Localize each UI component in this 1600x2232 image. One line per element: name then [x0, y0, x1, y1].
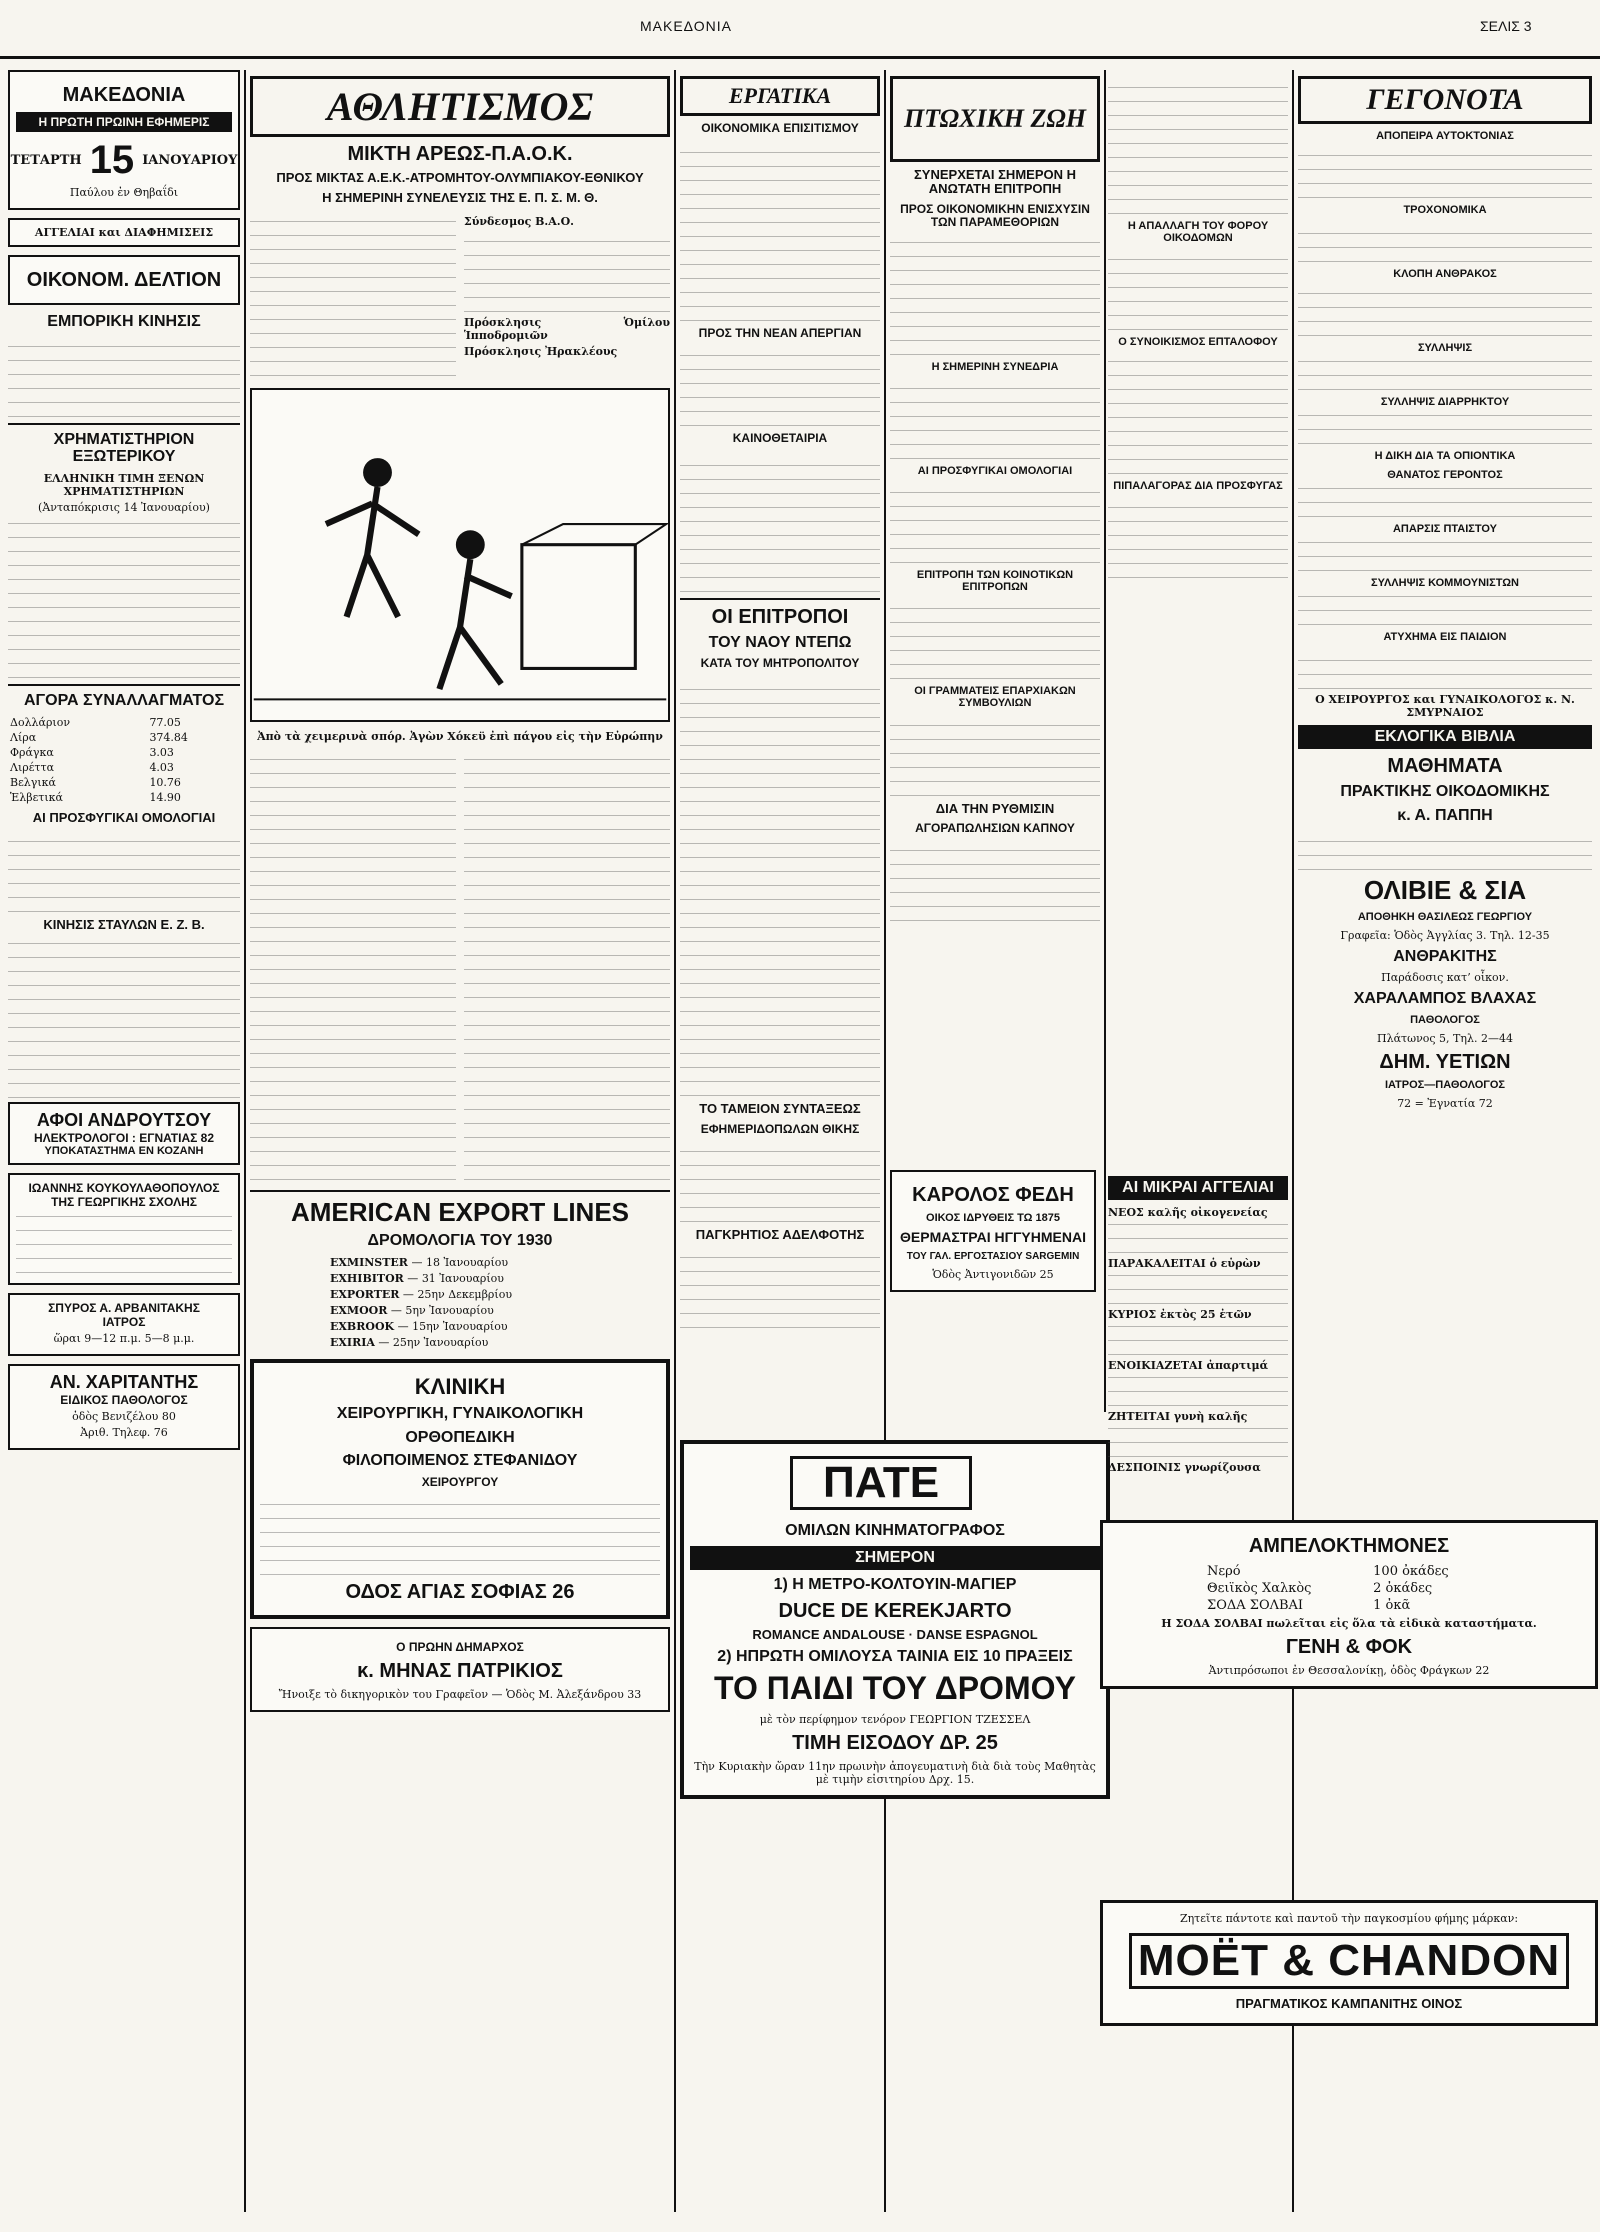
table-row [8, 730, 240, 745]
column-3 [680, 70, 880, 2212]
text-block [8, 337, 240, 417]
text-block [680, 1142, 880, 1222]
divider [680, 598, 880, 600]
clinic-doctor: ΦΙΛΟΠΟΙΜΕΝΟΣ ΣΤΕΦΑΝΙΔΟΥ [342, 1452, 578, 1470]
ship-date: 15ην Ἰανουαρίου [412, 1319, 508, 1333]
ad-androutsou [8, 1102, 240, 1165]
stock-title: ΧΡΗΜΑΤΙΣΤΗΡΙΟΝ ΕΞΩΤΕΡΙΚΟΥ [53, 430, 195, 466]
olivie-sub: ΑΠΟΘΗΚΗ ΘΑΣΙΛΕΩΣ ΓΕΩΡΓΙΟΥ [1357, 910, 1533, 923]
event-item: ΣΥΛΛΗΨΙΣ [1417, 342, 1473, 355]
column-1 [8, 70, 240, 2212]
mayor-ad [250, 1627, 670, 1712]
market-label: Βελγικά [10, 776, 56, 790]
ampelo-value: 2 ὀκάδες [1373, 1581, 1433, 1596]
column-rule [244, 70, 246, 2212]
labour-sub3: ΚΑΙΝΟΘΕΤΑΙΡΙΑ [732, 431, 828, 446]
pate-songs: ROMANCE ANDALOUSE · DANSE ESPAGNOL [752, 1626, 1038, 1642]
table-row [8, 790, 240, 805]
masthead-subtitle: Η ΠΡΩΤΗ ΠΡΩΙΝΗ ΕΦΗΜΕΡΙΣ [16, 112, 232, 132]
sub5: Η ΑΠΑΛΛΑΓΗ ΤΟΥ ΦΟΡΟΥ ΟΙΚΟΔΟΜΩΝ [1127, 220, 1269, 245]
club-item: Σύνδεσμος Β.Α.Ο. [464, 214, 574, 228]
labour-section-title: ΕΡΓΑΤΙΚΑ [680, 76, 880, 116]
match-subtitle: ΠΡΟΣ ΜΙΚΤΑΣ Α.Ε.Κ.-ΑΤΡΟΜΗΤΟΥ-ΟΛΥΜΠΙΑΚΟΥ-ΕΘΝΙΚΟΥ [276, 170, 644, 185]
ad-charitantis [8, 1364, 240, 1450]
classified-item: ΔΕΣΠΟΙΝΙΣ γνωρίζουσα [1108, 1461, 1261, 1474]
moet-intro: Ζητεῖτε πάντοτε καὶ παντοῦ τὴν παγκοσμίου φήμης μάρκαν: [1179, 1912, 1519, 1925]
ampelo-note: Η ΣΟΔΑ ΣΟΛΒΑΙ πωλεῖται εἰς ὅλα τὰ εἰδικὰ καταστήματα. [1161, 1617, 1537, 1630]
event-item: Η ΔΙΚΗ ΔΙΑ ΤΑ ΟΠΙΟΝΤΙΚΑ [1374, 450, 1516, 463]
stayroi-title: ΚΙΝΗΣΙΣ ΣΤΑΥΛΩΝ Ε. Ζ. Β. [43, 916, 205, 932]
ship-date: 25ην Δεκεμβρίου [417, 1287, 513, 1301]
table-row [8, 715, 240, 730]
olivie-address: Γραφεῖα: Ὁδὸς Ἀγγλίας 3. Τηλ. 12-35 [1340, 928, 1550, 942]
labour-sub2: ΠΡΟΣ ΤΗΝ ΝΕΑΝ ΑΠΕΡΓΙΑΝ [698, 326, 862, 341]
date-day: 15 [89, 138, 135, 182]
pate-today: ΣΗΜΕΡΟΝ [690, 1546, 1100, 1570]
ampelo-label: ΣΟΔΑ ΣΟΛΒΑΙ [1207, 1598, 1304, 1613]
text-block [1298, 286, 1592, 336]
today-meeting: Η ΣΗΜΕΡΙΝΗ ΣΥΝΕΛΕΥΣΙΣ ΤΗΣ Ε. Π. Σ. Μ. Θ. [322, 190, 598, 206]
market-label: Λίρα [10, 731, 37, 745]
text-block [8, 938, 240, 1098]
classifieds-title: ΑΙ ΜΙΚΡΑΙ ΑΓΓΕΛΙΑΙ [1108, 1176, 1288, 1200]
classified-item: ΕΝΟΙΚΙΑΖΕΤΑΙ ἀπαρτιμά [1108, 1359, 1269, 1372]
ad-name: ΙΩΑΝΝΗΣ ΚΟΥΚΟΥΛΑΘΟΠΟΥΛΟΣ [28, 1180, 220, 1195]
econ-subtitle: ΕΜΠΟΡΙΚΗ ΚΙΝΗΣΙΣ [47, 313, 201, 330]
ship-name: EXMOOR [330, 1303, 388, 1317]
yetion-name: ΔΗΜ. ΥΕΤΙΩΝ [1379, 1051, 1511, 1074]
sub7: ΠΙΠΑΛΑΓΟΡΑΣ ΔΙΑ ΠΡΟΣΦΥΓΑΣ [1113, 480, 1283, 493]
clinic-ad [250, 1359, 670, 1619]
stock-date: (Ἀνταπόκρισις 14 Ἰανουαρίου) [38, 500, 210, 514]
pate-cinema-ad [680, 1440, 1110, 1799]
ampelo-label: Νερό [1207, 1564, 1241, 1579]
ship-date: 25ην Ἰανουαρίου [392, 1335, 489, 1349]
text-block [1298, 830, 1592, 870]
sports-text-left [250, 212, 456, 380]
date-month: ΙΑΝΟΥΑΡΙΟΥ [142, 153, 238, 168]
table-row [8, 745, 240, 760]
text-block [1298, 649, 1592, 689]
classifieds [1108, 1170, 1288, 1477]
prosfyges-title: ΑΙ ΠΡΟΣΦΥΓΙΚΑΙ ΟΜΟΛΟΓΙΑΙ [32, 810, 216, 826]
mayor-pre: Ο ΠΡΩΗΝ ΔΗΜΑΡΧΟΣ [396, 1639, 524, 1654]
sub1: Η ΣΗΜΕΡΙΝΗ ΣΥΝΕΔΡΙΑ [931, 360, 1059, 373]
pate-subtitle: ΟΜΙΛΩΝ ΚΙΝΗΜΑΤΟΓΡΑΦΟΣ [785, 1522, 1005, 1540]
text-block [1108, 498, 1288, 578]
text-block [1298, 595, 1592, 625]
karolos-ad [890, 1170, 1096, 1292]
ad-phone: Ἀριθ. Τηλεφ. 76 [80, 1425, 168, 1439]
pate-film: ΤΟ ΠΑΙΔΙ ΤΟΥ ΔΡΟΜΟΥ [714, 1670, 1076, 1707]
clinic-address: ΟΔΟΣ ΑΓΙΑΣ ΣΟΦΙΑΣ 26 [345, 1580, 575, 1603]
pate-note: Τὴν Κυριακὴν ὥραν 11ην πρωινὴν ἀπογευματινὴ διὰ διὰ τοὺς Μαθητὰς μὲ τιμὴν εἰσιτηρίου Δρχ. 15. [694, 1759, 1096, 1786]
sub2: ΑΙ ΠΡΟΣΦΥΓΙΚΑΙ ΟΜΟΛΟΓΙΑΙ [917, 465, 1073, 478]
olivie-title: ΟΛΙΒΙΕ & ΣΙΑ [1363, 875, 1527, 906]
ad-arvanitakis [8, 1293, 240, 1356]
club-item: Πρόσκλησις Ὁμίλου Ἱπποδρομιῶν [464, 315, 670, 342]
text-block [890, 841, 1100, 921]
text-block [1108, 1325, 1288, 1355]
sub6: Ο ΣΥΝΟΙΚΙΣΜΟΣ ΕΠΤΑΛΟΦΟΥ [1118, 336, 1278, 349]
events-section-title: ΓΕΓΟΝΟΤΑ [1298, 76, 1592, 124]
text-block [680, 1248, 880, 1328]
ship-name: EXIRIA [330, 1335, 375, 1349]
text-block [1298, 487, 1592, 517]
table-row [8, 775, 240, 790]
column-rule [1292, 70, 1294, 2212]
classified-item: ΝΕΟΣ καλῆς οἰκογενείας [1108, 1206, 1268, 1219]
match-title: ΜΙΚΤΗ ΑΡΕΩΣ-Π.Α.Ο.Κ. [347, 143, 573, 165]
ad-koukoulathopoulos [8, 1173, 240, 1285]
export-title: AMERICAN EXPORT LINES [290, 1196, 630, 1227]
page-header [0, 0, 1600, 59]
text-block [1108, 74, 1288, 214]
text-block [464, 232, 670, 312]
ad-name: ΑΦΟΙ ΑΝΔΡΟΥΤΣΟΥ [36, 1109, 212, 1130]
ship-name: EXMINSTER [330, 1255, 408, 1269]
divider [8, 423, 240, 425]
mathimata-teacher: κ. Α. ΠΑΠΠΗ [1397, 806, 1493, 824]
text-block [8, 832, 240, 912]
yetion-address: 72 = Ἐγνατία 72 [1397, 1097, 1493, 1111]
ampelo-ad [1100, 1520, 1598, 1689]
head1: ΣΥΝΕΡΧΕΤΑΙ ΣΗΜΕΡΟΝ Η ΑΝΩΤΑΤΗ ΕΠΙΤΡΟΠΗ [914, 167, 1076, 197]
pate-title: ΠΑΤΕ [790, 1456, 972, 1510]
column-2 [250, 70, 670, 2212]
epitropoi-sub: ΤΟΥ ΝΑΟΥ ΝΤΕΠΩ [708, 633, 852, 651]
text-block [1108, 1376, 1288, 1406]
ad-name: ΑΝ. ΧΑΡΙΤΑΝΤΗΣ [49, 1371, 199, 1392]
sports-columns [250, 212, 670, 380]
panagritios-title: ΠΑΓΚΡΗΤΙΟΣ ΑΔΕΛΦΟΤΗΣ [695, 1226, 865, 1242]
ad-address: ὁδὸς Βενιζέλου 80 [72, 1409, 176, 1423]
text-block [260, 1495, 660, 1575]
page-number: ΣΕΛΙΣ 3 [1480, 18, 1532, 34]
karolos-sub: ΟΙΚΟΣ ΙΔΡΥΘΕΙΣ ΤΩ 1875 [926, 1212, 1060, 1224]
ampelo-label: Θειϊκὸς Χαλκὸς [1207, 1581, 1312, 1596]
text-block [680, 346, 880, 426]
text-block [890, 235, 1100, 355]
market-value: 14.90 [149, 791, 181, 805]
kapnou-sub: ΑΓΟΡΑΠΩΛΗΣΙΩΝ ΚΑΠΝΟΥ [915, 820, 1075, 835]
hockey-drawing-icon [252, 390, 668, 720]
sports-columns-2 [250, 746, 670, 1184]
pate-star: DUCE DE KEREKJARTO [778, 1599, 1012, 1622]
sports-section-title: ΑΘΛΗΤΙΣΜΟΣ [250, 76, 670, 137]
econ-box [8, 255, 240, 305]
ads-note: ΑΓΓΕΛΙΑΙ και ΔΙΑΦΗΜΙΣΕΙΣ [34, 226, 214, 239]
moet-agent: ΠΡΑΓΜΑΤΙΚΟΣ ΚΑΜΠΑΝΙΤΗΣ ΟΙΝΟΣ [1235, 1996, 1463, 2011]
text-block [680, 452, 880, 592]
stock-subtitle: ΕΛΛΗΝΙΚΗ ΤΙΜΗ ΞΕΝΩΝ ΧΡΗΜΑΤΙΣΤΗΡΙΩΝ [43, 471, 205, 498]
text-block [464, 750, 670, 1180]
saint-of-day: Παύλου ἐν Θηβαΐδι [69, 186, 179, 199]
mathimata-title: ΜΑΘΗΜΑΤΑ [1387, 754, 1503, 777]
ampelo-title: ΑΜΠΕΛΟΚΤΗΜΟΝΕΣ [1248, 1535, 1450, 1557]
market-value: 374.84 [149, 731, 188, 745]
ship-list [250, 1256, 670, 1349]
karolos-title: ΚΑΡΟΛΟΣ ΦΕΔΗ [912, 1184, 1074, 1206]
ad-sub: ΤΗΣ ΓΕΩΡΓΙΚΗΣ ΣΧΟΛΗΣ [51, 1194, 197, 1209]
poor-life-section-title: ΠΤΩΧΙΚΗ ΖΩΗ [890, 76, 1100, 162]
olivie-item2: Παράδοσις κατ’ οἶκον. [1381, 971, 1509, 985]
export-subtitle: ΔΡΟΜΟΛΟΓΙΑ ΤΟΥ 1930 [367, 1232, 553, 1250]
moet-ad [1100, 1900, 1598, 2026]
text-block [680, 676, 880, 1096]
ship-row: EXBROOK — 15ην Ἰανουαρίου [330, 1319, 508, 1333]
ad-sub: ΙΑΤΡΟΣ [102, 1314, 146, 1329]
ship-date: 18 Ἰανουαρίου [425, 1255, 509, 1269]
classified-item: ΠΑΡΑΚΑΛΕΙΤΑΙ ὁ εὑρὼν [1108, 1257, 1261, 1270]
sports-text-right-2 [464, 746, 670, 1184]
classified-item: ΚΥΡΙΟΣ ἐκτὸς 25 ἐτῶν [1108, 1308, 1252, 1321]
text-block [1298, 222, 1592, 262]
market-label: Ἑλβετικά [10, 791, 63, 805]
market-title: ΑΓΟΡΑ ΣΥΝΑΛΛΑΓΜΑΤΟΣ [23, 691, 225, 709]
masthead-title: ΜΑΚΕΔΟΝΙΑ [62, 84, 186, 106]
text-block [250, 216, 456, 376]
club-item: Πρόσκλησις Ἠρακλέους [464, 344, 618, 358]
ship-row: EXPORTER — 25ην Δεκεμβρίου [330, 1287, 513, 1301]
text-block [1108, 354, 1288, 474]
pate-item2: 2) ΗΠΡΩΤΗ ΟΜΙΛΟΥΣΑ ΤΑΙΝΙΑ ΕΙΣ 10 ΠΡΑΞΕΙΣ [717, 1647, 1073, 1665]
masthead-box [8, 70, 240, 210]
geni-address: Ἀντιπρόσωποι ἐν Θεσσαλονίκῃ, ὁδὸς Φράγκων 22 [1208, 1664, 1490, 1677]
text-block [1298, 414, 1592, 444]
tameion-title: ΤΟ ΤΑΜΕΙΟΝ ΣΥΝΤΑΞΕΩΣ [699, 1101, 861, 1117]
karolos-small: ΤΟΥ ΓΑΛ. ΕΡΓΟΣΤΑΣΙΟΥ SARGEMIN [906, 1251, 1080, 1263]
market-value: 77.05 [149, 716, 181, 730]
table-row [8, 760, 240, 775]
vlachas-sub: ΠΑΘΟΛΟΓΟΣ [1410, 1014, 1480, 1026]
karolos-address: Ὁδὸς Ἀντιγονιδῶν 25 [932, 1268, 1054, 1282]
date-block [10, 138, 238, 183]
text-block [1298, 148, 1592, 198]
ad-line: ΗΛΕΚΤΡΟΛΟΓΟΙ : ΕΓΝΑΤΙΑΣ 82 [33, 1130, 214, 1145]
sub4: ΟΙ ΓΡΑΜΜΑΤΕΙΣ ΕΠΑΡΧΙΑΚΩΝ ΣΥΜΒΟΥΛΙΩΝ [914, 685, 1076, 710]
hockey-illustration [250, 388, 670, 722]
ship-row: EXIRIA — 25ην Ἰανουαρίου [330, 1335, 489, 1349]
text-block [1108, 1223, 1288, 1253]
doctor-line: Ο ΧΕΙΡΟΥΡΓΟΣ και ΓΥΝΑΙΚΟΛΟΓΟΣ κ. Ν. ΣΜΥΡΝΑΙΟΣ [1315, 692, 1575, 719]
column-rule [884, 70, 886, 2212]
pate-item1: 1) Η ΜΕΤΡΟ-ΚΟΛΤΟΥΙΝ-ΜΑΓΙΕΡ [773, 1575, 1017, 1593]
column-rule [674, 70, 676, 2212]
vivlia-title: ΕΚΛΟΓΙΚΑ ΒΙΒΛΙΑ [1298, 725, 1592, 749]
ads-note-box [8, 218, 240, 247]
sports-text-left-2 [250, 746, 456, 1184]
event-item: ΤΡΟΧΟΝΟΜΙΚΑ [1403, 204, 1487, 217]
karolos-line: ΘΕΡΜΑΣΤΡΑΙ ΗΓΓΥΗΜΕΝΑΙ [900, 1229, 1086, 1246]
sub3: ΕΠΙΤΡΟΠΗ ΤΩΝ ΚΟΙΝΟΤΙΚΩΝ ΕΠΙΤΡΟΠΩΝ [916, 569, 1074, 594]
clinic-title: ΚΛΙΝΙΚΗ [414, 1373, 506, 1399]
text-block [8, 518, 240, 678]
event-item: ΚΛΟΠΗ ΑΝΘΡΑΚΟΣ [1393, 268, 1497, 281]
event-item: ΘΑΝΑΤΟΣ ΓΕΡΟΝΤΟΣ [1387, 468, 1503, 481]
column-rule [1104, 70, 1106, 1412]
ship-date: 5ην Ἰανουαρίου [405, 1303, 494, 1317]
text-block [890, 483, 1100, 563]
clinic-sub2: ΟΡΘΟΠΕΔΙΚΗ [405, 1428, 515, 1446]
vlachas-name: ΧΑΡΑΛΑΜΠΟΣ ΒΛΑΧΑΣ [1353, 990, 1537, 1008]
divider [8, 684, 240, 686]
event-item: ΣΥΛΛΗΨΙΣ ΚΟΜΜΟΥΝΙΣΤΩΝ [1371, 576, 1519, 589]
epitropoi-title: ΟΙ ΕΠΙΤΡΟΠΟΙ [711, 605, 849, 628]
labour-sub1: ΟΙΚΟΝΟΜΙΚΑ ΕΠΙΣΙΤΙΣΜΟΥ [701, 121, 859, 135]
ad-sub: ΥΠΟΚΑΤΑΣΤΗΜΑ ΕΝ ΚΟΖΑΝΗ [44, 1144, 204, 1157]
ship-date: 31 Ἰανουαρίου [421, 1271, 504, 1285]
text-block [890, 599, 1100, 679]
text-block [16, 1213, 232, 1273]
ad-name: ΣΠΥΡΟΣ Α. ΑΡΒΑΝΙΤΑΚΗΣ [48, 1300, 200, 1315]
text-block [1108, 1427, 1288, 1457]
market-value: 3.03 [149, 746, 174, 760]
table-row [1205, 1580, 1493, 1597]
pate-tenor: μὲ τὸν περίφημον τενόρον ΓΕΩΡΓΙΟΝ ΤΖΕΣΣΕΛ [759, 1712, 1031, 1726]
sports-text-right [464, 212, 670, 380]
ad-sub: ΕΙΔΙΚΟΣ ΠΑΘΟΛΟΓΟΣ [60, 1392, 188, 1407]
olivie-item: ΑΝΘΡΑΚΙΤΗΣ [1393, 947, 1497, 965]
ampelo-table [1205, 1563, 1493, 1614]
text-block [250, 750, 456, 1180]
moet-brand: MOËT & CHANDON [1129, 1933, 1569, 1989]
pate-price: ΤΙΜΗ ΕΙΣΟΔΟΥ ΔΡ. 25 [792, 1731, 998, 1754]
mayor-line: Ἤνοιξε τὸ δικηγορικὸν του Γραφεῖον — Ὁδὸς Μ. Ἀλεξάνδρου 33 [278, 1688, 642, 1702]
classified-item: ΖΗΤΕΙΤΑΙ γυνὴ καλῆς [1108, 1410, 1248, 1423]
text-block [1108, 1274, 1288, 1304]
column-5 [1298, 70, 1592, 2212]
ship-row: EXMINSTER — 18 Ἰανουαρίου [330, 1255, 509, 1269]
event-item: ΑΠΟΠΕΙΡΑ ΑΥΤΟΚΤΟΝΙΑΣ [1376, 130, 1514, 142]
geni-title: ΓΕΝΗ & ΦΟΚ [1285, 1636, 1413, 1658]
ship-name: EXPORTER [330, 1287, 400, 1301]
epitropoi-sub2: ΚΑΤΑ ΤΟΥ ΜΗΤΡΟΠΟΛΙΤΟΥ [700, 656, 860, 671]
clinic-sub1: ΧΕΙΡΟΥΡΓΙΚΗ, ΓΥΝΑΙΚΟΛΟΓΙΚΗ [336, 1404, 584, 1422]
clinic-role: ΧΕΙΡΟΥΡΓΟΥ [421, 1474, 499, 1489]
event-item: ΑΠΑΡΣΙΣ ΠΤΑΙΣΤΟΥ [1392, 522, 1498, 535]
text-block [1108, 250, 1288, 330]
event-item: ΑΤΥΧΗΜΑ ΕΙΣ ΠΑΙΔΙΟΝ [1383, 630, 1507, 643]
ad-hours: ὥραι 9—12 π.μ. 5—8 μ.μ. [53, 1331, 195, 1345]
ship-name: EXHIBITOR [330, 1271, 404, 1285]
text-block [680, 141, 880, 321]
yetion-sub: ΙΑΤΡΟΣ—ΠΑΘΟΛΟΓΟΣ [1384, 1079, 1506, 1092]
market-value: 4.03 [149, 761, 174, 775]
ship-row: EXMOOR — 5ην Ἰανουαρίου [330, 1303, 494, 1317]
divider [250, 1190, 670, 1192]
head2: ΠΡΟΣ ΟΙΚΟΝΟΜΙΚΗΝ ΕΝΙΣΧΥΣΙΝ ΤΩΝ ΠΑΡΑΜΕΘΟΡΙΩΝ [900, 201, 1090, 229]
econ-title: ΟΙΚΟΝΟΜ. ΔΕΛΤΙΟΝ [26, 269, 222, 291]
market-label: Φράγκα [10, 746, 54, 760]
table-row [1205, 1563, 1493, 1580]
text-block [1298, 541, 1592, 571]
ampelo-value: 100 ὀκάδες [1373, 1564, 1449, 1579]
text-block [890, 379, 1100, 459]
ship-row: EXHIBITOR — 31 Ἰανουαρίου [330, 1271, 504, 1285]
text-block [890, 716, 1100, 796]
mathimata-sub: ΠΡΑΚΤΙΚΗΣ ΟΙΚΟΔΟΜΙΚΗΣ [1340, 782, 1550, 800]
market-value: 10.76 [149, 776, 181, 790]
ampelo-value: 1 ὀκᾶ [1373, 1598, 1411, 1613]
mayor-name: κ. ΜΗΝΑΣ ΠΑΤΡΙΚΙΟΣ [357, 1660, 563, 1683]
kapnou-title: ΔΙΑ ΤΗΝ ΡΥΘΜΙΣΙΝ [935, 800, 1055, 816]
market-table [8, 715, 240, 805]
event-item: ΣΥΛΛΗΨΙΣ ΔΙΑΡΡΗΚΤΟΥ [1380, 396, 1510, 409]
text-block [1298, 360, 1592, 390]
market-label: Δολλάριον [10, 716, 71, 730]
tameion-sub: ΕΦΗΜΕΡΙΔΟΠΩΛΩΝ ΘΙΚΗΣ [700, 1121, 860, 1136]
ship-name: EXBROOK [330, 1319, 395, 1333]
table-row [1205, 1597, 1493, 1614]
paper-name: ΜΑΚΕΔΟΝΙΑ [640, 18, 732, 34]
market-label: Λιρέττα [10, 761, 55, 775]
vlachas-address: Πλάτωνος 5, Τηλ. 2—44 [1377, 1032, 1513, 1046]
date-weekday: ΤΕΤΑΡΤΗ [10, 153, 82, 168]
illustration-caption: Ἀπὸ τὰ χειμερινὰ σπόρ. Ἀγὼν Χόκεϋ ἐπὶ πάγου εἰς τὴν Εὐρώπην [257, 729, 663, 743]
